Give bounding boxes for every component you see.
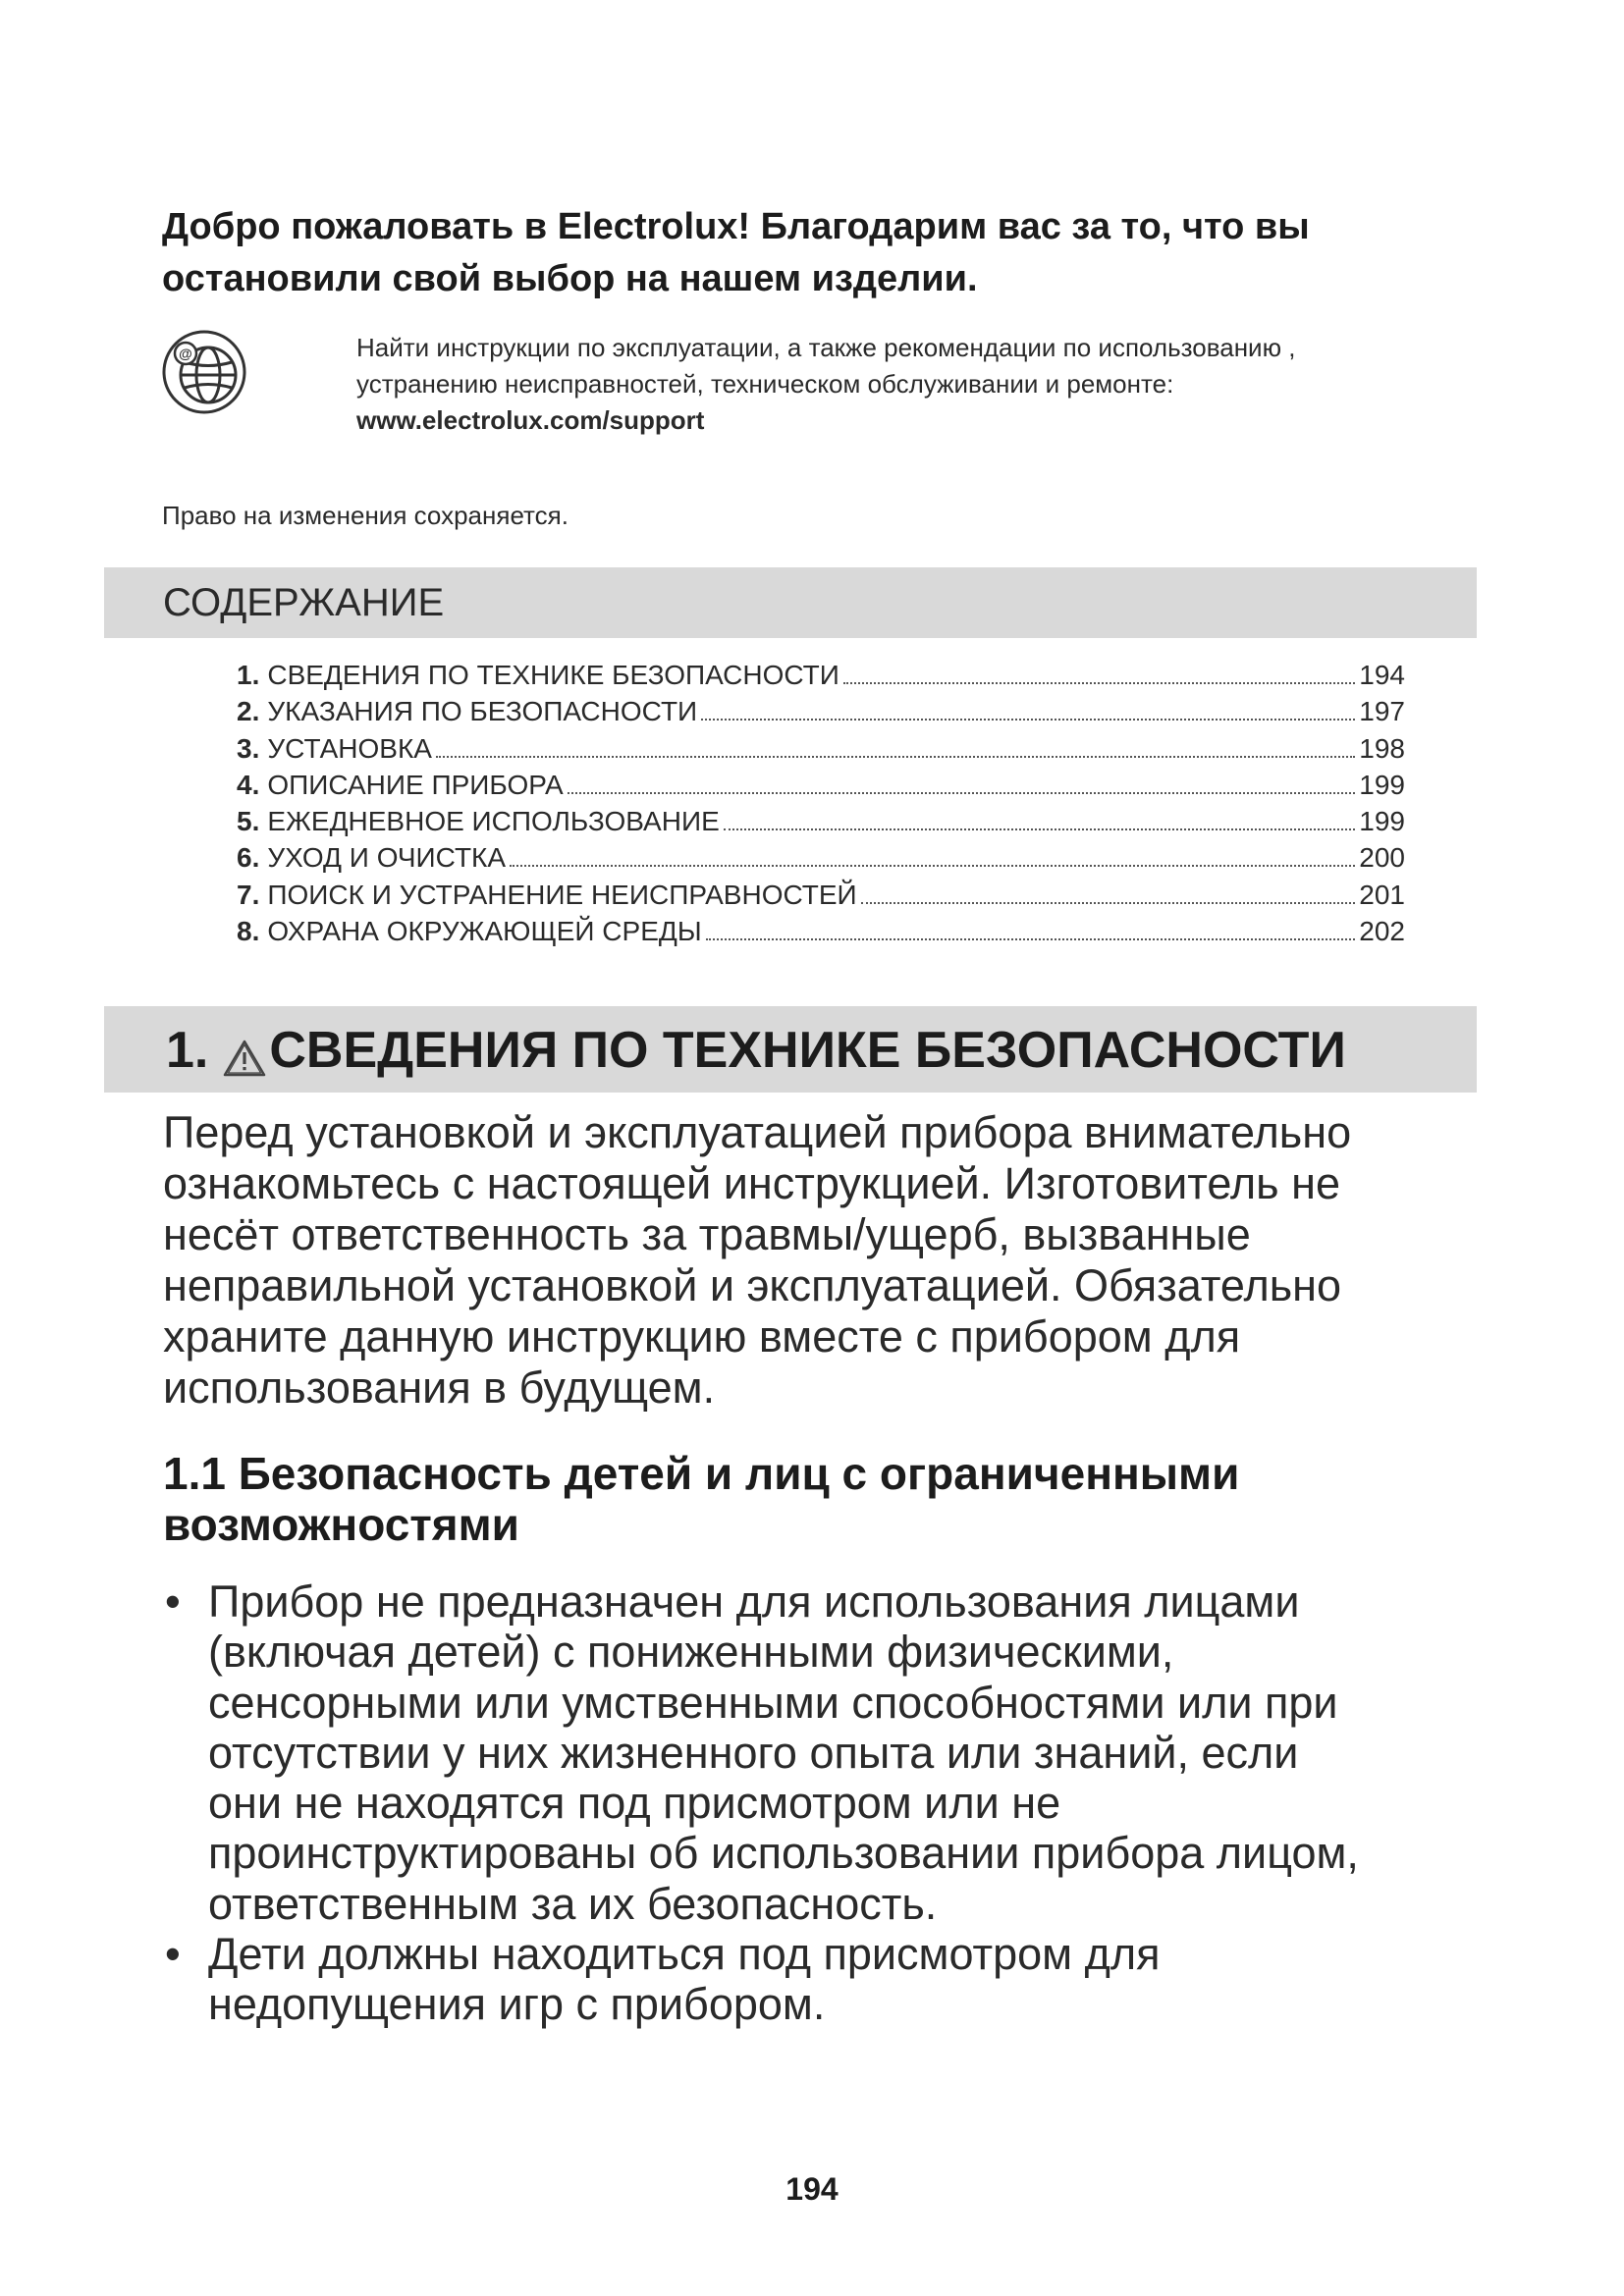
- toc-item-number: 8.: [237, 916, 260, 947]
- toc-list: [237, 657, 1405, 949]
- support-line: устранению неисправностей, техническом обслуживании и ремонте:: [356, 369, 1174, 399]
- intro-paragraph: [163, 1107, 1479, 1414]
- svg-text:@: @: [179, 346, 192, 361]
- bullet-item: [163, 1929, 1479, 2030]
- rights-notice: Право на изменения сохраняется.: [162, 501, 568, 530]
- section-title-text: СВЕДЕНИЯ ПО ТЕХНИКЕ БЕЗОПАСНОСТИ: [269, 1022, 1346, 1079]
- toc-item-number: 2.: [237, 696, 260, 727]
- bullet-line: • Прибор не предназначен для использования лицами: [208, 1576, 1300, 1627]
- warning-triangle-icon: [222, 1031, 267, 1070]
- toc-item-number: 6.: [237, 842, 260, 874]
- toc-item-label: СВЕДЕНИЯ ПО ТЕХНИКЕ БЕЗОПАСНОСТИ: [267, 660, 839, 690]
- toc-header-bar: [104, 567, 1477, 638]
- intro-line: использования в будущем.: [163, 1362, 716, 1413]
- intro-line: храните данную инструкцию вместе с прибором для: [163, 1311, 1241, 1362]
- intro-line: неправильной установкой и эксплуатацией. Обязательно: [163, 1260, 1342, 1310]
- subsection-title-line: возможностями: [163, 1499, 519, 1550]
- bullet-line: проинструктированы об использовании прибора лицом,: [208, 1828, 1359, 1879]
- toc-item-page: 202: [1359, 916, 1405, 947]
- page-number: 194: [785, 2171, 839, 2207]
- section-title: [166, 1020, 1346, 1081]
- globe-at-icon: [160, 328, 248, 416]
- toc-item-number: 7.: [237, 879, 260, 910]
- support-url-link[interactable]: www.electrolux.com/support: [356, 405, 705, 435]
- toc-item[interactable]: [237, 730, 1405, 767]
- toc-item[interactable]: [237, 913, 1405, 949]
- toc-item-label: ЕЖЕДНЕВНОЕ ИСПОЛЬЗОВАНИЕ: [267, 806, 720, 837]
- toc-item-number: 1.: [237, 660, 260, 690]
- bullet-item: [163, 1576, 1479, 1929]
- intro-line: ознакомьтесь с настоящей инструкцией. Изготовитель не: [163, 1158, 1340, 1208]
- toc-item-label: УХОД И ОЧИСТКА: [267, 842, 507, 874]
- intro-line: Перед установкой и эксплуатацией прибора внимательно: [163, 1107, 1352, 1157]
- toc-leader-dots: [843, 681, 1355, 684]
- section-header-bar: [104, 1006, 1477, 1093]
- toc-item[interactable]: [237, 877, 1405, 913]
- toc-leader-dots: [724, 828, 1356, 830]
- toc-item-page: 200: [1359, 842, 1405, 874]
- intro-line: несёт ответственность за травмы/ущерб, вызванные: [163, 1209, 1251, 1259]
- toc-item-label: ОХРАНА ОКРУЖАЮЩЕЙ СРЕДЫ: [267, 916, 702, 947]
- toc-item[interactable]: [237, 767, 1405, 803]
- toc-item-number: 3.: [237, 732, 260, 764]
- bullet-list: [163, 1576, 1479, 2030]
- toc-leader-dots: [861, 901, 1356, 904]
- toc-item-label: УКАЗАНИЯ ПО БЕЗОПАСНОСТИ: [267, 696, 698, 727]
- toc-item-label: УСТАНОВКА: [267, 732, 432, 764]
- support-info: [356, 330, 1466, 439]
- support-line: Найти инструкции по эксплуатации, а также рекомендации по использованию ,: [356, 333, 1296, 362]
- welcome-line: остановили свой выбор на нашем изделии.: [162, 258, 978, 299]
- toc-item[interactable]: [237, 657, 1405, 693]
- toc-item[interactable]: [237, 803, 1405, 839]
- toc-leader-dots: [706, 937, 1356, 940]
- welcome-line: Добро пожаловать в Electrolux! Благодарим вас за то, что вы: [162, 206, 1310, 247]
- welcome-heading: [162, 201, 1468, 305]
- bullet-line: • Дети должны находиться под присмотром для: [208, 1929, 1161, 1980]
- toc-item-page: 197: [1359, 696, 1405, 727]
- toc-item-page: 199: [1359, 806, 1405, 837]
- bullet-line: недопущения игр с прибором.: [208, 1979, 826, 2030]
- section-number: 1.: [166, 1022, 209, 1079]
- subsection-title: [163, 1448, 1469, 1550]
- toc-item-number: 5.: [237, 806, 260, 837]
- toc-leader-dots: [568, 791, 1356, 794]
- toc-item-label: ОПИСАНИЕ ПРИБОРА: [267, 769, 564, 800]
- bullet-line: ответственным за их безопасность.: [208, 1878, 938, 1929]
- bullet-line: (включая детей) с пониженными физическими,: [208, 1627, 1174, 1678]
- toc-leader-dots: [701, 718, 1355, 721]
- toc-leader-dots: [510, 864, 1355, 867]
- bullet-line: они не находятся под присмотром или не: [208, 1778, 1061, 1829]
- toc-leader-dots: [436, 755, 1355, 758]
- toc-item-page: 199: [1359, 769, 1405, 800]
- toc-item-page: 201: [1359, 879, 1405, 910]
- toc-item-label: ПОИСК И УСТРАНЕНИЕ НЕИСПРАВНОСТЕЙ: [267, 879, 857, 910]
- bullet-line: сенсорными или умственными способностями или при: [208, 1677, 1338, 1728]
- subsection-title-line: 1.1 Безопасность детей и лиц с ограниченными: [163, 1448, 1240, 1499]
- toc-item-number: 4.: [237, 769, 260, 800]
- toc-title: СОДЕРЖАНИЕ: [163, 581, 445, 624]
- toc-item[interactable]: [237, 693, 1405, 729]
- bullet-line: отсутствии у них жизненного опыта или знаний, если: [208, 1727, 1299, 1778]
- toc-item[interactable]: [237, 839, 1405, 876]
- toc-item-page: 198: [1359, 732, 1405, 764]
- toc-item-page: 194: [1359, 660, 1405, 690]
